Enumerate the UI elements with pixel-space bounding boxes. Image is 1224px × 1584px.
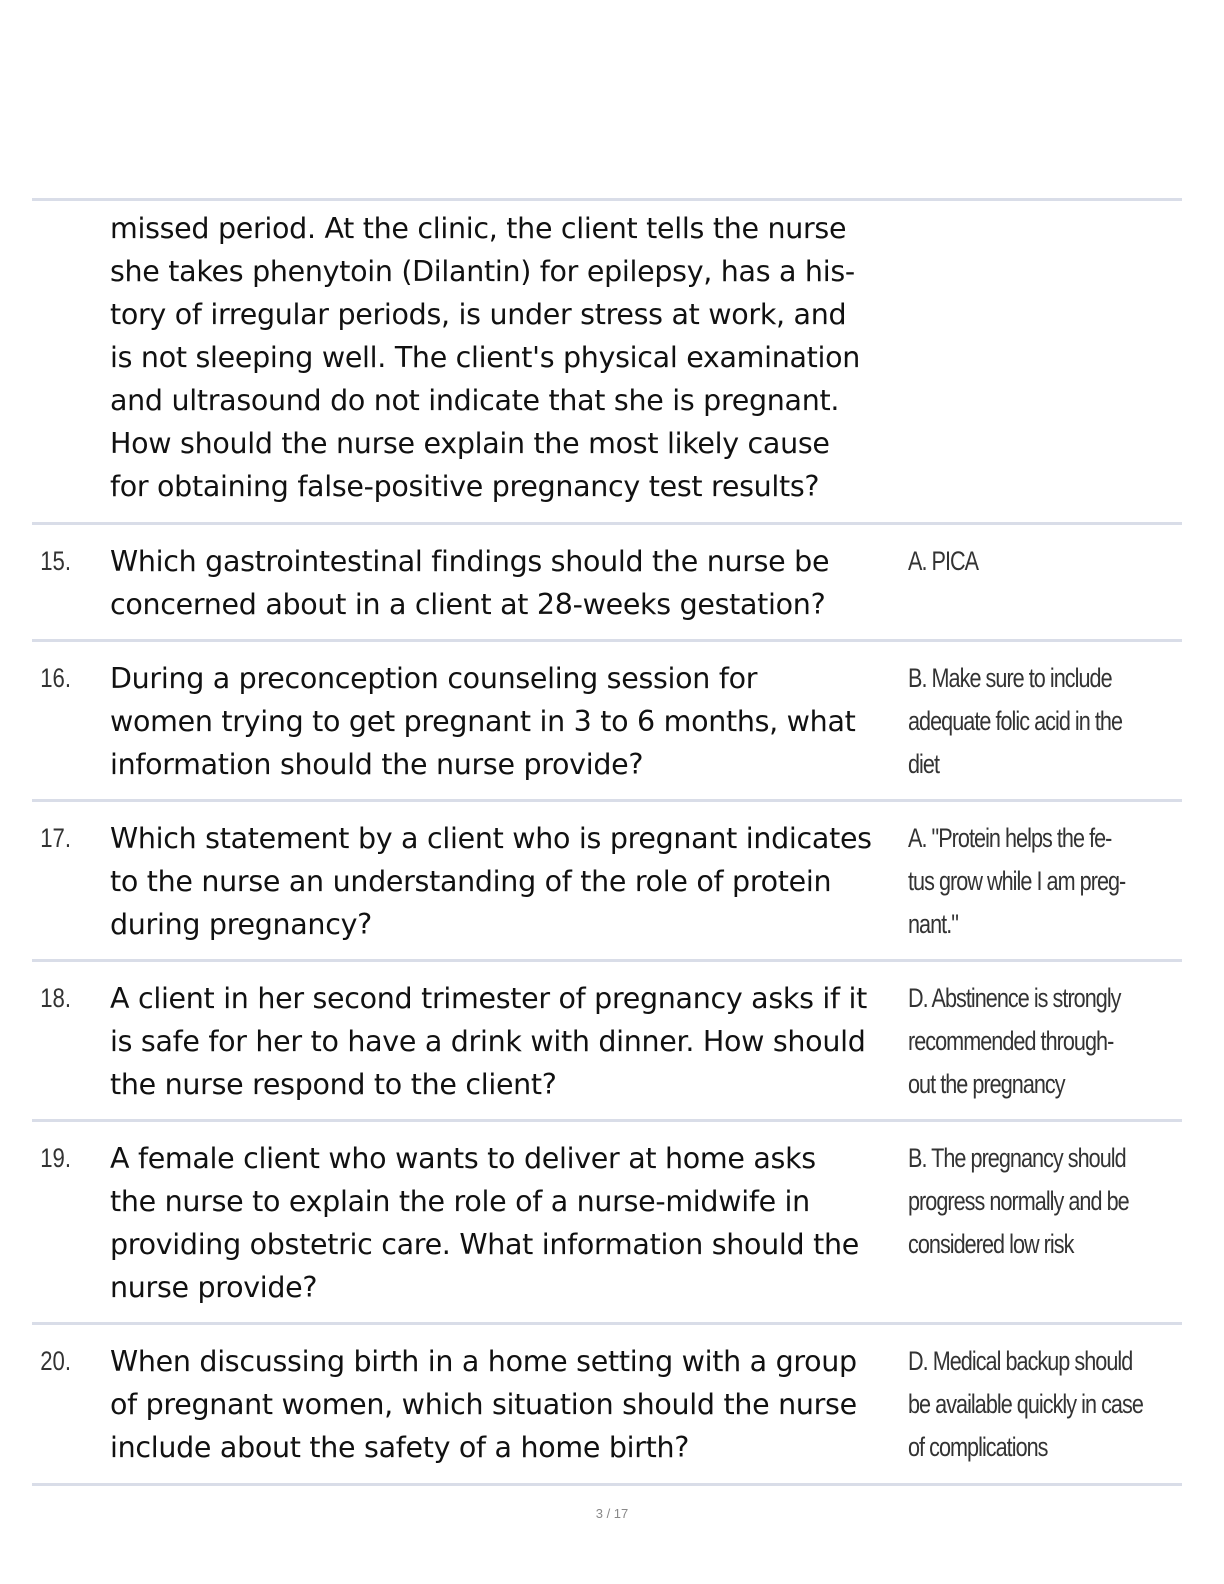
question-number: 15. [40,546,71,576]
answer-text: D. Abstinence is strongly recommended through- out the pregnancy [908,983,1121,1099]
question-number: 18. [40,983,71,1013]
table-row-continued [32,201,1182,525]
answer-text: D. Medical backup should be available quickly in case of complications [908,1346,1143,1462]
answer-text: B. The pregnancy should progress normally and be considered low risk [908,1143,1129,1259]
page-indicator: 3 / 17 [595,1506,629,1521]
answer-text [905,207,1224,522]
question-number [32,207,96,522]
question-text: Which statement by a client who is pregnant indicates to the nurse an understanding of the role of protein during pregnancy? [110,822,872,941]
question-text: During a preconception counseling session for women trying to get pregnant in 3 to 6 months, what information should the nurse provide? [110,662,856,781]
answer-text: B. Make sure to include adequate folic acid in the diet [908,663,1123,779]
table-row-15 [32,525,1182,642]
answer-text: A. "Protein helps the fe- tus grow while I am preg- nant." [908,823,1126,939]
question-number: 16. [40,663,71,693]
table-row-17 [32,802,1182,962]
table-row-20 [32,1325,1182,1486]
table-row-16 [32,642,1182,802]
qa-table [32,198,1182,1486]
table-row-19 [32,1122,1182,1325]
question-text: A client in her second trimester of pregnancy asks if it is safe for her to have a drink with dinner. How should the nurse respond to the client? [110,982,868,1101]
question-number: 19. [40,1143,71,1173]
question-number: 20. [40,1346,71,1376]
question-text: Which gastrointestinal findings should the nurse be concerned about in a client at 28-weeks gestation? [110,545,830,621]
question-text: When discussing birth in a home setting with a group of pregnant women, which situation should the nurse include about the safety of a home birth? [110,1345,857,1464]
table-row-18 [32,962,1182,1122]
question-number: 17. [40,823,71,853]
question-text: missed period. At the clinic, the client tells the nurse she takes phenytoin (Dilantin) for epilepsy, has a his- tory of irregular periods, is under stress at work, and is not sleeping well. The client's physical examination and ultrasound do not indicate that she is pregnant. How should the nurse explain the most likely cause for obtaining false-positive pregnancy test results? [110,212,861,503]
answer-text: A. PICA [908,546,979,576]
question-text: A female client who wants to deliver at home asks the nurse to explain the role of a nurse-midwife in providing obstetric care. What information should the nurse provide? [110,1142,859,1304]
